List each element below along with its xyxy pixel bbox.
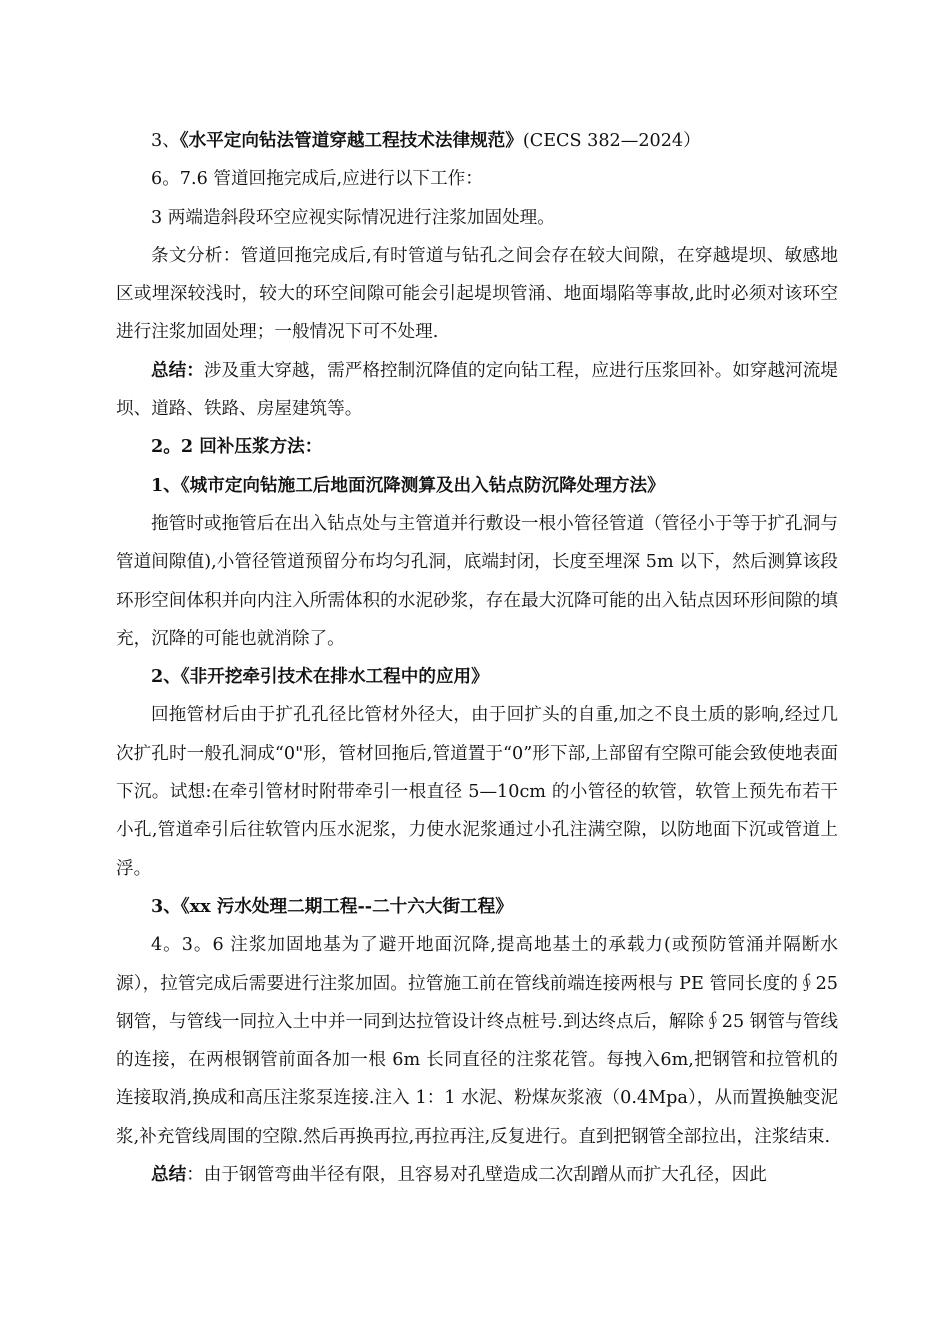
summary-text: ：由于钢管弯曲半径有限，且容易对孔壁造成二次刮蹭从而扩大孔径，因此 [186, 1165, 767, 1186]
method-body-1: 拖管时或拖管后在出入钻点处与主管道并行敷设一根小管径管道（管径小于等于扩孔洞与管道间隙值),小管径管道预留分布均匀孔洞，底端封闭，长度至埋深 5m 以下，然后测算该段环形空间体积并向内注入所需体积的水泥砂浆，存在最大沉降可能的出入钻点因环形间隙的填充，沉降的可能也就消除了。 [116, 513, 838, 649]
method-heading-3: 3、《xx 污水处理二期工程--二十六大街工程》 [151, 895, 513, 917]
summary-paragraph-2 [116, 1156, 838, 1194]
clause-analysis: 条文分析：管道回拖完成后,有时管道与钻孔之间会存在较大间隙，在穿越堤坝、敏感地区或埋深较浅时，较大的环空间隙可能会引起堤坝管涌、地面塌陷等事故,此时必须对该环空进行注浆加固处理；一般情况下可不处理. [116, 245, 838, 343]
summary-paragraph-1 [116, 352, 838, 429]
method-body-2: 回拖管材后由于扩孔孔径比管材外径大，由于回扩头的自重,加之不良土质的影响,经过几次扩孔时一般孔洞成“0"形，管材回拖后,管道置于“0”形下部,上部留有空隙可能会致使地表面下沉。试想:在牵引管材时附带牵引一根直径 5—10cm 的小管径的软管，软管上预先布若干小孔,管道牵引后往软管内压水泥浆，力使水泥浆通过小孔注满空隙，以防地面下沉或管道上浮。 [116, 705, 838, 879]
document-page [116, 122, 838, 1194]
summary-label: 总结 [151, 1164, 187, 1186]
summary-label: 总结： [151, 359, 204, 381]
clause-item: 3 两端造斜段环空应视实际情况进行注浆加固处理。 [151, 207, 555, 228]
method-body-3: 4。3。6 注浆加固地基为了避开地面沉降,提高地基土的承载力(或预防管涌并隔断水源），拉管完成后需要进行注浆加固。拉管施工前在管线前端连接两根与 PE 管同长度的∮25 钢管，与管线一同拉入土中并一同到达拉管设计终点桩号.到达终点后，解除∮25 钢管与管线的连接，在两根钢管前面各加一根 6m 长同直径的注浆花管。每拽入6m,把钢管和拉管机的连接取消,换成和高压注浆泵连接.注入 1：1 水泥、粉煤灰浆液（0.4Mpa），从而置换触变泥浆,补充管线周围的空隙.然后再换再拉,再拉再注,反复进行。直到把钢管全部拉出，注浆结束. [116, 935, 838, 1147]
reference-heading-1 [116, 122, 838, 160]
section-heading: 2。2 回补压浆方法： [151, 436, 323, 458]
reference-code: (CECS 382—2024） [522, 131, 701, 151]
summary-text: 涉及重大穿越，需严格控制沉降值的定向钻工程，应进行压浆回补。如穿越河流堤坝、道路、铁路、房屋建筑等。 [116, 360, 838, 420]
method-heading-2: 2、《非开挖牵引技术在排水工程中的应用》 [151, 666, 489, 688]
reference-number: 3、 [151, 131, 180, 151]
method-heading-1: 1、《城市定向钻施工后地面沉降测算及出入钻点防沉降处理方法》 [151, 474, 665, 496]
clause-number: 6。7.6 管道回拖完成后,应进行以下工作： [151, 169, 483, 190]
reference-title: 《水平定向钻法管道穿越工程技术法律规范》 [179, 130, 523, 151]
